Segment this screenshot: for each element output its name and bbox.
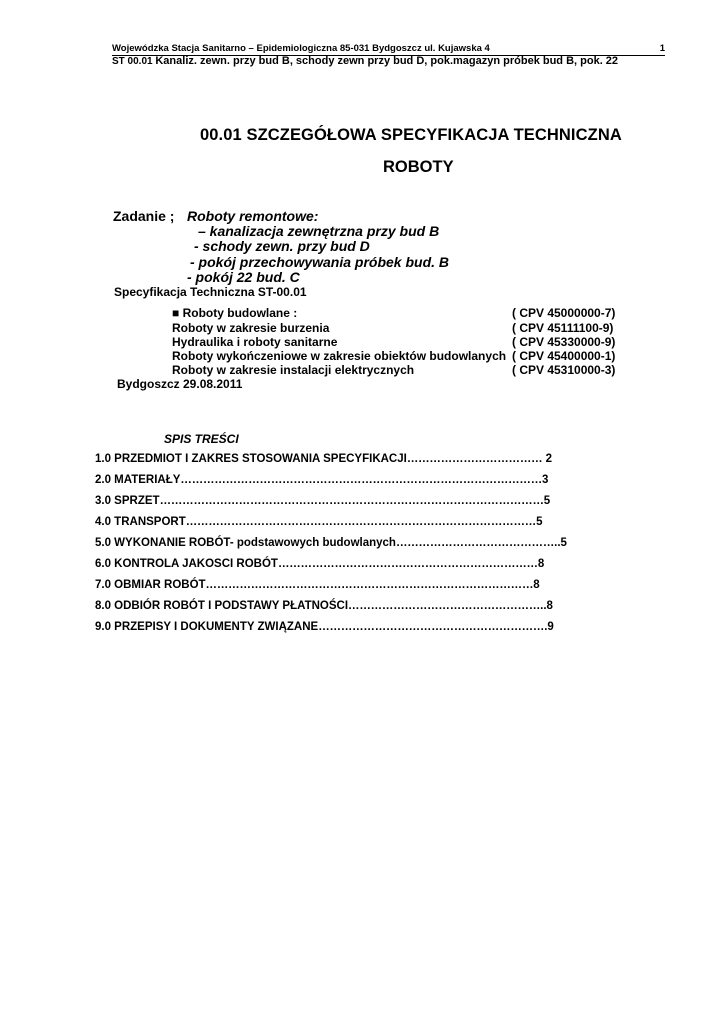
page-number: 1 — [659, 43, 665, 54]
toc-entry[interactable] — [95, 620, 554, 634]
toc-entry[interactable] — [95, 536, 567, 550]
toc-entry-title: 8.0 ODBIÓR ROBÓT I PODSTAWY PŁATNOŚCI — [95, 600, 349, 612]
toc-leader: …………………………………………… — [348, 600, 541, 612]
task-line: - schody zewn. przy bud D — [194, 238, 370, 254]
toc-leader: ………………………………………………………………………………… — [185, 516, 537, 528]
task-line: - pokój przechowywania próbek bud. B — [190, 254, 450, 270]
toc-entry-title: 6.0 KONTROLA JAKOSCI ROBÓT — [95, 558, 278, 570]
toc-page-number: 8 — [537, 558, 545, 570]
task-label: Zadanie ; — [113, 208, 175, 224]
page-header — [112, 42, 665, 56]
toc-page-number: .9 — [544, 621, 554, 633]
cpv-item-name: Roboty wykończeniowe w zakresie obiektów budowlanych — [172, 349, 507, 363]
cpv-item-code: ( CPV 45000000-7) — [512, 306, 616, 320]
toc-page-number: 3 — [542, 474, 549, 486]
toc-entry-title: 5.0 WYKONANIE ROBÓT- podstawowych budowlanych — [95, 537, 396, 549]
toc-entry[interactable] — [95, 515, 542, 529]
spec-label: Specyfikacja Techniczna ST-00.01 — [114, 285, 307, 299]
toc-heading: SPIS TREŚCI — [164, 432, 239, 446]
toc-leader: …………………………………………………………… — [277, 558, 538, 570]
document-subtitle: ROBOTY — [383, 158, 454, 176]
cpv-item-code: ( CPV 45111100-9) — [512, 321, 614, 335]
task-line: - pokój 22 bud. C — [187, 269, 300, 285]
toc-entry-title: 2.0 MATERIAŁY — [95, 474, 181, 486]
document-title: 00.01 SZCZEGÓŁOWA SPECYFIKACJA TECHNICZNA — [200, 126, 622, 144]
cpv-item-code: ( CPV 45310000-3) — [512, 363, 616, 377]
toc-entry-title: 3.0 SPRZET — [95, 495, 160, 507]
toc-leader: …………………………………………………………………………………… — [180, 474, 543, 486]
toc-leader: …………………………………………………… — [318, 621, 545, 633]
toc-entry-title: 1.0 PRZEDMIOT I ZAKRES STOSOWANIA SPECYFIKACJI — [95, 453, 407, 465]
toc-page-number: ..5 — [554, 537, 567, 549]
cpv-item-code: ( CPV 45400000-1) — [512, 349, 616, 363]
toc-entry-title: 4.0 TRANSPORT — [95, 516, 186, 528]
header-institution: Wojewódzka Stacja Sanitarno – Epidemiologiczna 85-031 Bydgoszcz ul. Kujawska 4 — [112, 43, 490, 54]
toc-entry[interactable] — [95, 473, 548, 487]
toc-page-number: 8 — [533, 579, 540, 591]
document-date: Bydgoszcz 29.08.2011 — [117, 377, 243, 391]
header-code: ST 00.01 — [112, 56, 156, 67]
task-line: – kanalizacja zewnętrzna przy bud B — [198, 223, 440, 239]
header-scope: Kanaliz. zewn. przy bud B, schody zewn przy bud D, pok.magazyn próbek bud B, pok. 22 — [155, 55, 619, 67]
toc-leader: …………………………………… — [395, 537, 555, 549]
toc-page-number: ..8 — [540, 600, 553, 612]
toc-entry[interactable] — [95, 578, 540, 592]
toc-page-number: 5 — [536, 516, 543, 528]
toc-entry[interactable] — [95, 494, 550, 508]
cpv-item-name: Roboty w zakresie instalacji elektrycznych — [172, 363, 415, 377]
toc-entry-title: 7.0 OBMIAR ROBÓT — [95, 579, 206, 591]
toc-page-number: 5 — [543, 495, 551, 507]
cpv-item-name: ■ Roboty budowlane : — [172, 306, 298, 320]
toc-leader: ……………………………… — [406, 453, 543, 465]
task-line: Roboty remontowe: — [187, 208, 319, 224]
toc-leader: ………………………………………………………………………………………… — [159, 495, 544, 507]
toc-entry[interactable] — [95, 452, 552, 466]
toc-entry[interactable] — [95, 599, 553, 613]
header-subtitle — [112, 55, 618, 68]
cpv-item-name: Roboty w zakresie burzenia — [172, 321, 330, 335]
toc-page-number: 2 — [542, 453, 553, 465]
cpv-item-code: ( CPV 45330000-9) — [512, 335, 616, 349]
toc-leader: …………………………………………………………………………… — [205, 579, 534, 591]
cpv-item-name: Hydraulika i roboty sanitarne — [172, 335, 338, 349]
toc-entry[interactable] — [95, 557, 544, 571]
toc-entry-title: 9.0 PRZEPISY I DOKUMENTY ZWIĄZANE — [95, 621, 319, 633]
